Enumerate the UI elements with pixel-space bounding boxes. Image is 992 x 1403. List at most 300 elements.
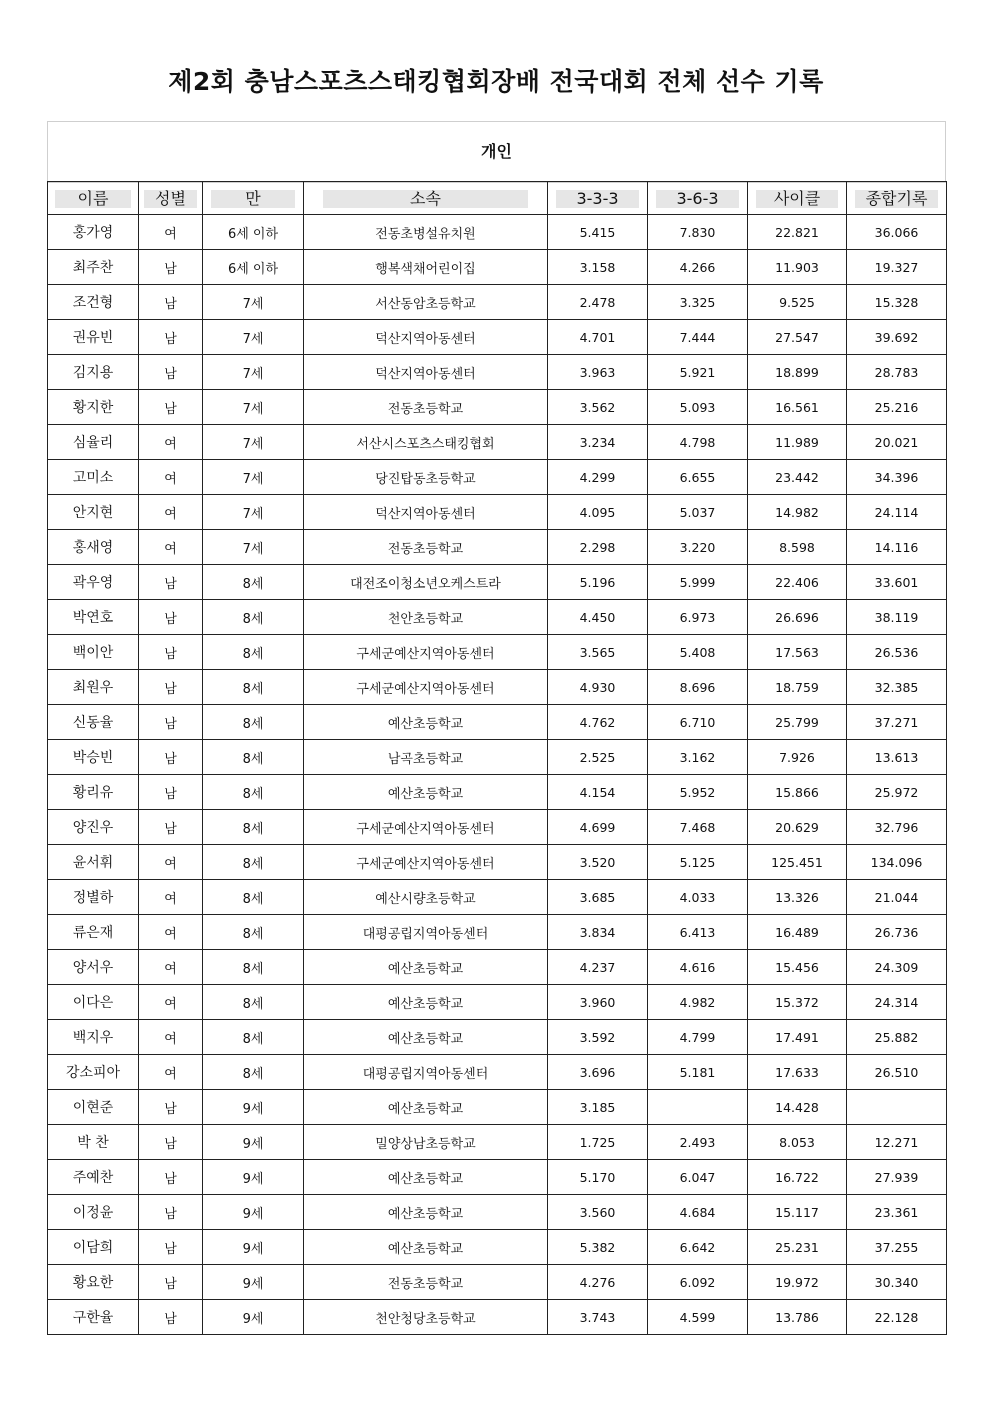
age-cell: 6세 이하 xyxy=(203,250,304,285)
age-cell: 8세 xyxy=(203,1055,304,1090)
score-333-cell: 3.960 xyxy=(548,985,648,1020)
gender-cell: 여 xyxy=(139,530,203,565)
score-333-cell: 4.699 xyxy=(548,810,648,845)
score-363-cell: 6.710 xyxy=(648,705,748,740)
score-363-cell: 7.830 xyxy=(648,215,748,250)
column-header-cycle: 사이클 xyxy=(748,182,847,215)
total-cell: 28.783 xyxy=(847,355,947,390)
score-333-cell: 4.237 xyxy=(548,950,648,985)
column-header-333: 3-3-3 xyxy=(548,182,648,215)
name-cell: 최주찬 xyxy=(48,250,139,285)
affiliation-cell: 덕산지역아동센터 xyxy=(304,320,548,355)
total-cell: 13.613 xyxy=(847,740,947,775)
table-row xyxy=(48,1230,947,1265)
table-row xyxy=(48,810,947,845)
affiliation-cell: 예산시량초등학교 xyxy=(304,880,548,915)
age-cell: 8세 xyxy=(203,950,304,985)
total-cell: 39.692 xyxy=(847,320,947,355)
age-cell: 8세 xyxy=(203,565,304,600)
gender-cell: 남 xyxy=(139,1230,203,1265)
total-cell: 38.119 xyxy=(847,600,947,635)
name-cell: 백이안 xyxy=(48,635,139,670)
cycle-cell: 22.821 xyxy=(748,215,847,250)
table-row xyxy=(48,1055,947,1090)
total-cell: 24.309 xyxy=(847,950,947,985)
score-333-cell: 3.234 xyxy=(548,425,648,460)
affiliation-cell: 남곡초등학교 xyxy=(304,740,548,775)
affiliation-cell: 구세군예산지역아동센터 xyxy=(304,635,548,670)
name-cell: 황지한 xyxy=(48,390,139,425)
gender-cell: 남 xyxy=(139,1160,203,1195)
cycle-cell: 15.117 xyxy=(748,1195,847,1230)
gender-cell: 남 xyxy=(139,1125,203,1160)
score-363-cell: 6.413 xyxy=(648,915,748,950)
age-cell: 7세 xyxy=(203,425,304,460)
name-cell: 박 찬 xyxy=(48,1125,139,1160)
name-cell: 조건형 xyxy=(48,285,139,320)
name-cell: 황리유 xyxy=(48,775,139,810)
score-333-cell: 5.382 xyxy=(548,1230,648,1265)
gender-cell: 남 xyxy=(139,775,203,810)
table-row xyxy=(48,355,947,390)
score-333-cell: 4.762 xyxy=(548,705,648,740)
score-333-cell: 4.450 xyxy=(548,600,648,635)
name-cell: 구한율 xyxy=(48,1300,139,1335)
cycle-cell: 11.903 xyxy=(748,250,847,285)
gender-cell: 남 xyxy=(139,250,203,285)
name-cell: 박연호 xyxy=(48,600,139,635)
score-333-cell: 3.592 xyxy=(548,1020,648,1055)
affiliation-cell: 예산초등학교 xyxy=(304,985,548,1020)
score-333-cell: 2.478 xyxy=(548,285,648,320)
name-cell: 안지현 xyxy=(48,495,139,530)
name-cell: 박승빈 xyxy=(48,740,139,775)
affiliation-cell: 천안초등학교 xyxy=(304,600,548,635)
age-cell: 7세 xyxy=(203,285,304,320)
age-cell: 8세 xyxy=(203,845,304,880)
score-333-cell: 3.565 xyxy=(548,635,648,670)
score-363-cell: 4.684 xyxy=(648,1195,748,1230)
score-363-cell: 7.468 xyxy=(648,810,748,845)
affiliation-cell: 당진탑동초등학교 xyxy=(304,460,548,495)
name-cell: 이현준 xyxy=(48,1090,139,1125)
score-333-cell: 5.170 xyxy=(548,1160,648,1195)
affiliation-cell: 예산초등학교 xyxy=(304,1090,548,1125)
age-cell: 7세 xyxy=(203,495,304,530)
gender-cell: 남 xyxy=(139,1195,203,1230)
gender-cell: 여 xyxy=(139,985,203,1020)
name-cell: 심율리 xyxy=(48,425,139,460)
score-363-cell: 6.973 xyxy=(648,600,748,635)
affiliation-cell: 구세군예산지역아동센터 xyxy=(304,670,548,705)
score-333-cell: 3.743 xyxy=(548,1300,648,1335)
age-cell: 9세 xyxy=(203,1230,304,1265)
name-cell: 고미소 xyxy=(48,460,139,495)
age-cell: 6세 이하 xyxy=(203,215,304,250)
name-cell: 양진우 xyxy=(48,810,139,845)
table-row xyxy=(48,1195,947,1230)
total-cell: 22.128 xyxy=(847,1300,947,1335)
score-363-cell: 4.798 xyxy=(648,425,748,460)
name-cell: 신동율 xyxy=(48,705,139,740)
affiliation-cell: 대평공립지역아동센터 xyxy=(304,915,548,950)
name-cell: 양서우 xyxy=(48,950,139,985)
score-363-cell: 8.696 xyxy=(648,670,748,705)
name-cell: 황요한 xyxy=(48,1265,139,1300)
name-cell: 김지용 xyxy=(48,355,139,390)
name-cell: 최원우 xyxy=(48,670,139,705)
total-cell: 26.510 xyxy=(847,1055,947,1090)
affiliation-cell: 덕산지역아동센터 xyxy=(304,355,548,390)
score-333-cell: 3.520 xyxy=(548,845,648,880)
score-363-cell: 6.092 xyxy=(648,1265,748,1300)
affiliation-cell: 예산초등학교 xyxy=(304,775,548,810)
affiliation-cell: 행복색채어린이집 xyxy=(304,250,548,285)
score-363-cell: 5.921 xyxy=(648,355,748,390)
cycle-cell: 16.561 xyxy=(748,390,847,425)
cycle-cell: 14.428 xyxy=(748,1090,847,1125)
affiliation-cell: 예산초등학교 xyxy=(304,1195,548,1230)
total-cell: 34.396 xyxy=(847,460,947,495)
affiliation-cell: 전동초등학교 xyxy=(304,390,548,425)
cycle-cell: 18.899 xyxy=(748,355,847,390)
total-cell: 15.328 xyxy=(847,285,947,320)
cycle-cell: 125.451 xyxy=(748,845,847,880)
cycle-cell: 22.406 xyxy=(748,565,847,600)
total-cell: 25.216 xyxy=(847,390,947,425)
score-333-cell: 3.834 xyxy=(548,915,648,950)
score-363-cell xyxy=(648,1090,748,1125)
name-cell: 이다은 xyxy=(48,985,139,1020)
affiliation-cell: 예산초등학교 xyxy=(304,1230,548,1265)
table-row xyxy=(48,985,947,1020)
score-363-cell: 5.093 xyxy=(648,390,748,425)
total-cell: 134.096 xyxy=(847,845,947,880)
cycle-cell: 27.547 xyxy=(748,320,847,355)
table-row xyxy=(48,1125,947,1160)
cycle-cell: 26.696 xyxy=(748,600,847,635)
age-cell: 8세 xyxy=(203,600,304,635)
score-363-cell: 3.220 xyxy=(648,530,748,565)
total-cell: 30.340 xyxy=(847,1265,947,1300)
age-cell: 9세 xyxy=(203,1195,304,1230)
affiliation-cell: 밀양상남초등학교 xyxy=(304,1125,548,1160)
age-cell: 8세 xyxy=(203,775,304,810)
table-row xyxy=(48,495,947,530)
cycle-cell: 7.926 xyxy=(748,740,847,775)
score-363-cell: 6.642 xyxy=(648,1230,748,1265)
gender-cell: 여 xyxy=(139,950,203,985)
score-333-cell: 2.525 xyxy=(548,740,648,775)
affiliation-cell: 전동초등학교 xyxy=(304,1265,548,1300)
score-333-cell: 4.930 xyxy=(548,670,648,705)
gender-cell: 여 xyxy=(139,1055,203,1090)
table-row xyxy=(48,320,947,355)
age-cell: 8세 xyxy=(203,880,304,915)
gender-cell: 여 xyxy=(139,915,203,950)
cycle-cell: 17.633 xyxy=(748,1055,847,1090)
age-cell: 9세 xyxy=(203,1300,304,1335)
page-title: 제2회 충남스포츠스태킹협회장배 전국대회 전체 선수 기록 xyxy=(168,67,824,96)
cycle-cell: 23.442 xyxy=(748,460,847,495)
gender-cell: 남 xyxy=(139,705,203,740)
column-header-affiliation: 소속 xyxy=(304,182,548,215)
gender-cell: 남 xyxy=(139,635,203,670)
score-333-cell: 4.276 xyxy=(548,1265,648,1300)
age-cell: 9세 xyxy=(203,1090,304,1125)
total-cell: 21.044 xyxy=(847,880,947,915)
table-row xyxy=(48,740,947,775)
age-cell: 8세 xyxy=(203,985,304,1020)
table-row xyxy=(48,285,947,320)
affiliation-cell: 예산초등학교 xyxy=(304,1020,548,1055)
cycle-cell: 18.759 xyxy=(748,670,847,705)
score-363-cell: 5.408 xyxy=(648,635,748,670)
total-cell: 37.271 xyxy=(847,705,947,740)
name-cell: 강소피아 xyxy=(48,1055,139,1090)
age-cell: 8세 xyxy=(203,670,304,705)
cycle-cell: 20.629 xyxy=(748,810,847,845)
total-cell: 14.116 xyxy=(847,530,947,565)
cycle-cell: 13.326 xyxy=(748,880,847,915)
total-cell: 32.385 xyxy=(847,670,947,705)
gender-cell: 남 xyxy=(139,810,203,845)
affiliation-cell: 예산초등학교 xyxy=(304,950,548,985)
cycle-cell: 17.563 xyxy=(748,635,847,670)
total-cell: 24.114 xyxy=(847,495,947,530)
table-row xyxy=(48,565,947,600)
column-header-age: 만 xyxy=(203,182,304,215)
table-row xyxy=(48,845,947,880)
gender-cell: 남 xyxy=(139,600,203,635)
gender-cell: 여 xyxy=(139,495,203,530)
table-row xyxy=(48,1090,947,1125)
column-header-363: 3-6-3 xyxy=(648,182,748,215)
table-row xyxy=(48,1020,947,1055)
gender-cell: 남 xyxy=(139,670,203,705)
name-cell: 정별하 xyxy=(48,880,139,915)
score-333-cell: 5.196 xyxy=(548,565,648,600)
score-363-cell: 4.799 xyxy=(648,1020,748,1055)
total-cell: 33.601 xyxy=(847,565,947,600)
age-cell: 7세 xyxy=(203,390,304,425)
score-333-cell: 3.560 xyxy=(548,1195,648,1230)
name-cell: 이정윤 xyxy=(48,1195,139,1230)
table-row xyxy=(48,1265,947,1300)
affiliation-cell: 구세군예산지역아동센터 xyxy=(304,810,548,845)
total-cell: 32.796 xyxy=(847,810,947,845)
score-363-cell: 3.162 xyxy=(648,740,748,775)
table-row xyxy=(48,670,947,705)
score-363-cell: 2.493 xyxy=(648,1125,748,1160)
column-header-name: 이름 xyxy=(48,182,139,215)
total-cell: 20.021 xyxy=(847,425,947,460)
total-cell: 26.736 xyxy=(847,915,947,950)
cycle-cell: 16.722 xyxy=(748,1160,847,1195)
gender-cell: 남 xyxy=(139,355,203,390)
score-363-cell: 5.037 xyxy=(648,495,748,530)
table-row xyxy=(48,880,947,915)
score-333-cell: 4.701 xyxy=(548,320,648,355)
score-363-cell: 5.999 xyxy=(648,565,748,600)
table-row xyxy=(48,915,947,950)
column-header-total: 종합기록 xyxy=(847,182,947,215)
gender-cell: 남 xyxy=(139,285,203,320)
score-333-cell: 5.415 xyxy=(548,215,648,250)
cycle-cell: 8.598 xyxy=(748,530,847,565)
score-363-cell: 5.125 xyxy=(648,845,748,880)
section-box xyxy=(47,121,946,183)
cycle-cell: 9.525 xyxy=(748,285,847,320)
age-cell: 9세 xyxy=(203,1125,304,1160)
score-363-cell: 4.033 xyxy=(648,880,748,915)
gender-cell: 여 xyxy=(139,460,203,495)
total-cell: 37.255 xyxy=(847,1230,947,1265)
age-cell: 8세 xyxy=(203,1020,304,1055)
affiliation-cell: 구세군예산지역아동센터 xyxy=(304,845,548,880)
gender-cell: 여 xyxy=(139,425,203,460)
score-333-cell: 3.685 xyxy=(548,880,648,915)
score-363-cell: 6.047 xyxy=(648,1160,748,1195)
gender-cell: 남 xyxy=(139,565,203,600)
affiliation-cell: 서산시스포츠스태킹협회 xyxy=(304,425,548,460)
total-cell: 19.327 xyxy=(847,250,947,285)
name-cell: 주예찬 xyxy=(48,1160,139,1195)
cycle-cell: 11.989 xyxy=(748,425,847,460)
name-cell: 류은재 xyxy=(48,915,139,950)
gender-cell: 여 xyxy=(139,880,203,915)
affiliation-cell: 예산초등학교 xyxy=(304,705,548,740)
score-363-cell: 4.982 xyxy=(648,985,748,1020)
score-333-cell: 3.562 xyxy=(548,390,648,425)
cycle-cell: 25.231 xyxy=(748,1230,847,1265)
score-363-cell: 4.599 xyxy=(648,1300,748,1335)
gender-cell: 남 xyxy=(139,1265,203,1300)
table-row xyxy=(48,1160,947,1195)
age-cell: 8세 xyxy=(203,705,304,740)
header-row xyxy=(48,182,947,215)
cycle-cell: 14.982 xyxy=(748,495,847,530)
score-333-cell: 1.725 xyxy=(548,1125,648,1160)
table-row xyxy=(48,635,947,670)
table-row xyxy=(48,1300,947,1335)
score-363-cell: 3.325 xyxy=(648,285,748,320)
age-cell: 7세 xyxy=(203,355,304,390)
table-row xyxy=(48,390,947,425)
total-cell: 25.972 xyxy=(847,775,947,810)
score-363-cell: 7.444 xyxy=(648,320,748,355)
score-363-cell: 5.952 xyxy=(648,775,748,810)
score-333-cell: 3.158 xyxy=(548,250,648,285)
cycle-cell: 15.866 xyxy=(748,775,847,810)
gender-cell: 남 xyxy=(139,390,203,425)
gender-cell: 여 xyxy=(139,845,203,880)
affiliation-cell: 대전조이청소년오케스트라 xyxy=(304,565,548,600)
age-cell: 9세 xyxy=(203,1265,304,1300)
cycle-cell: 19.972 xyxy=(748,1265,847,1300)
total-cell: 23.361 xyxy=(847,1195,947,1230)
score-333-cell: 4.154 xyxy=(548,775,648,810)
gender-cell: 남 xyxy=(139,320,203,355)
age-cell: 7세 xyxy=(203,320,304,355)
affiliation-cell: 서산동암초등학교 xyxy=(304,285,548,320)
table-row xyxy=(48,250,947,285)
affiliation-cell: 대평공립지역아동센터 xyxy=(304,1055,548,1090)
score-333-cell: 2.298 xyxy=(548,530,648,565)
table-row xyxy=(48,950,947,985)
score-333-cell: 3.696 xyxy=(548,1055,648,1090)
gender-cell: 남 xyxy=(139,740,203,775)
records-table xyxy=(47,181,947,1335)
total-cell: 26.536 xyxy=(847,635,947,670)
age-cell: 7세 xyxy=(203,530,304,565)
total-cell: 12.271 xyxy=(847,1125,947,1160)
total-cell: 36.066 xyxy=(847,215,947,250)
affiliation-cell: 예산초등학교 xyxy=(304,1160,548,1195)
total-cell: 25.882 xyxy=(847,1020,947,1055)
cycle-cell: 8.053 xyxy=(748,1125,847,1160)
cycle-cell: 17.491 xyxy=(748,1020,847,1055)
table-row xyxy=(48,460,947,495)
age-cell: 8세 xyxy=(203,635,304,670)
table-row xyxy=(48,215,947,250)
name-cell: 윤서휘 xyxy=(48,845,139,880)
age-cell: 8세 xyxy=(203,740,304,775)
name-cell: 백지우 xyxy=(48,1020,139,1055)
table-row xyxy=(48,425,947,460)
name-cell: 권유빈 xyxy=(48,320,139,355)
table-row xyxy=(48,705,947,740)
age-cell: 9세 xyxy=(203,1160,304,1195)
age-cell: 7세 xyxy=(203,460,304,495)
name-cell: 홍새영 xyxy=(48,530,139,565)
table-body xyxy=(48,215,947,1335)
gender-cell: 남 xyxy=(139,1090,203,1125)
affiliation-cell: 전동초병설유치원 xyxy=(304,215,548,250)
cycle-cell: 25.799 xyxy=(748,705,847,740)
cycle-cell: 15.372 xyxy=(748,985,847,1020)
total-cell: 27.939 xyxy=(847,1160,947,1195)
gender-cell: 여 xyxy=(139,215,203,250)
score-333-cell: 4.299 xyxy=(548,460,648,495)
name-cell: 홍가영 xyxy=(48,215,139,250)
name-cell: 이담희 xyxy=(48,1230,139,1265)
score-363-cell: 4.616 xyxy=(648,950,748,985)
table-row xyxy=(48,600,947,635)
score-363-cell: 5.181 xyxy=(648,1055,748,1090)
cycle-cell: 16.489 xyxy=(748,915,847,950)
name-cell: 곽우영 xyxy=(48,565,139,600)
column-header-gender: 성별 xyxy=(139,182,203,215)
score-363-cell: 6.655 xyxy=(648,460,748,495)
table-row xyxy=(48,775,947,810)
cycle-cell: 15.456 xyxy=(748,950,847,985)
score-333-cell: 3.963 xyxy=(548,355,648,390)
gender-cell: 남 xyxy=(139,1300,203,1335)
section-title: 개인 xyxy=(48,122,945,183)
age-cell: 8세 xyxy=(203,810,304,845)
table-row xyxy=(48,530,947,565)
score-363-cell: 4.266 xyxy=(648,250,748,285)
affiliation-cell: 덕산지역아동센터 xyxy=(304,495,548,530)
score-333-cell: 3.185 xyxy=(548,1090,648,1125)
affiliation-cell: 전동초등학교 xyxy=(304,530,548,565)
cycle-cell: 13.786 xyxy=(748,1300,847,1335)
affiliation-cell: 천안청당초등학교 xyxy=(304,1300,548,1335)
total-cell: 24.314 xyxy=(847,985,947,1020)
total-cell xyxy=(847,1090,947,1125)
age-cell: 8세 xyxy=(203,915,304,950)
